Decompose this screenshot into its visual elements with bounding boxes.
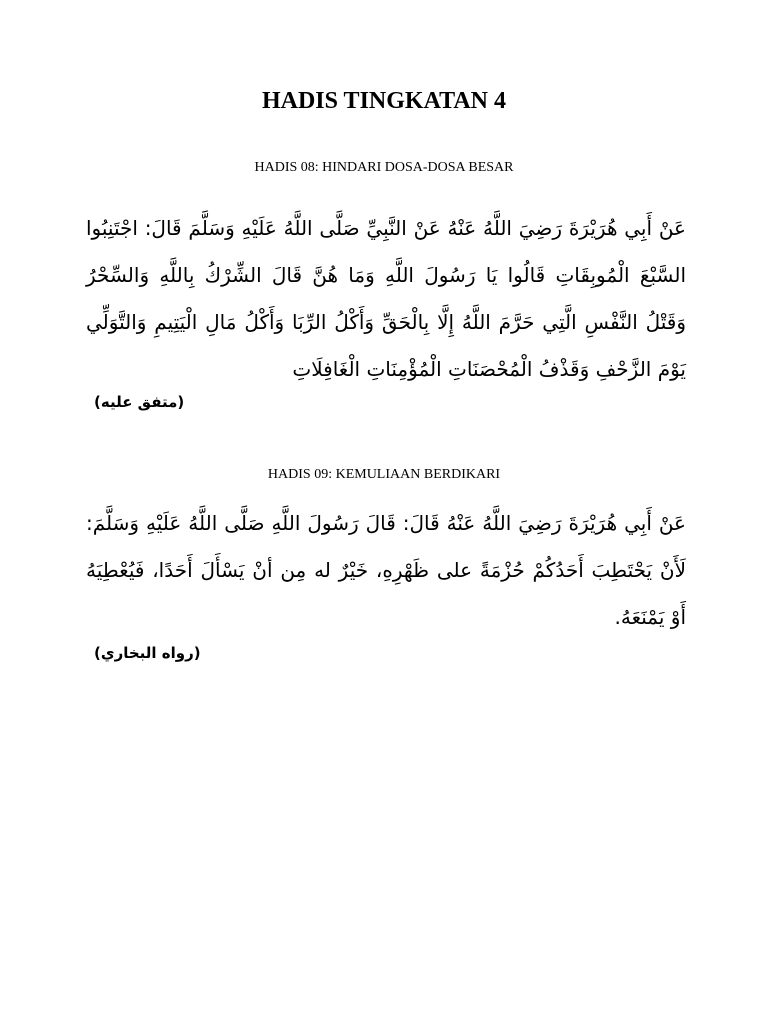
hadith-09-heading: HADIS 09: KEMULIAAN BERDIKARI xyxy=(267,467,501,482)
hadith-08-arabic-text: عَنْ أَبِي هُرَيْرَةَ رَضِيَ اللَّهُ عَنْهُ عَنْ النَّبِيِّ صَلَّى اللَّهُ عَلَيْهِ وَسَلَّمَ قَالَ: اجْتَنِبُوا السَّبْعَ الْمُوبِقَاتِ قَالُوا يَا رَسُولَ اللَّهِ وَمَا هُنَّ قَالَ الشِّرْكُ بِاللَّهِ وَالسِّحْرُ وَقَتْلُ النَّفْسِ الَّتِي حَرَّمَ اللَّهُ إِلَّا بِالْحَقِّ وَأَكْلُ الرِّبَا وَأَكْلُ مَالِ الْيَتِيمِ وَالتَّوَلِّي يَوْمَ الزَّحْفِ وَقَذْفُ الْمُحْصَنَاتِ الْمُؤْمِنَاتِ الْغَافِلَاتِ xyxy=(86,216,686,381)
hadith-08-heading: HADIS 08: HINDARI DOSA-DOSA BESAR xyxy=(254,160,514,175)
hadith-09-source: (رواه البخاري) xyxy=(94,644,201,662)
document-title: HADIS TINGKATAN 4 xyxy=(261,88,507,114)
hadith-08-source: (متفق عليه) xyxy=(94,393,185,411)
hadith-09-arabic-text: عَنْ أَبِي هُرَيْرَةَ رَضِيَ اللَّهُ عَنْهُ قَالَ: قَالَ رَسُولَ اللَّهِ صَلَّى اللَّهُ عَلَيْهِ وَسَلَّمَ: لَأَنْ يَحْتَطِبَ أَحَدُكُمْ حُزْمَةً على ظَهْرِهِ، خَيْرٌ له مِن أنْ يَسْأَلَ أَحَدًا، فَيُعْطِيَهُ أَوْ يَمْنَعَهُ. xyxy=(86,511,686,629)
